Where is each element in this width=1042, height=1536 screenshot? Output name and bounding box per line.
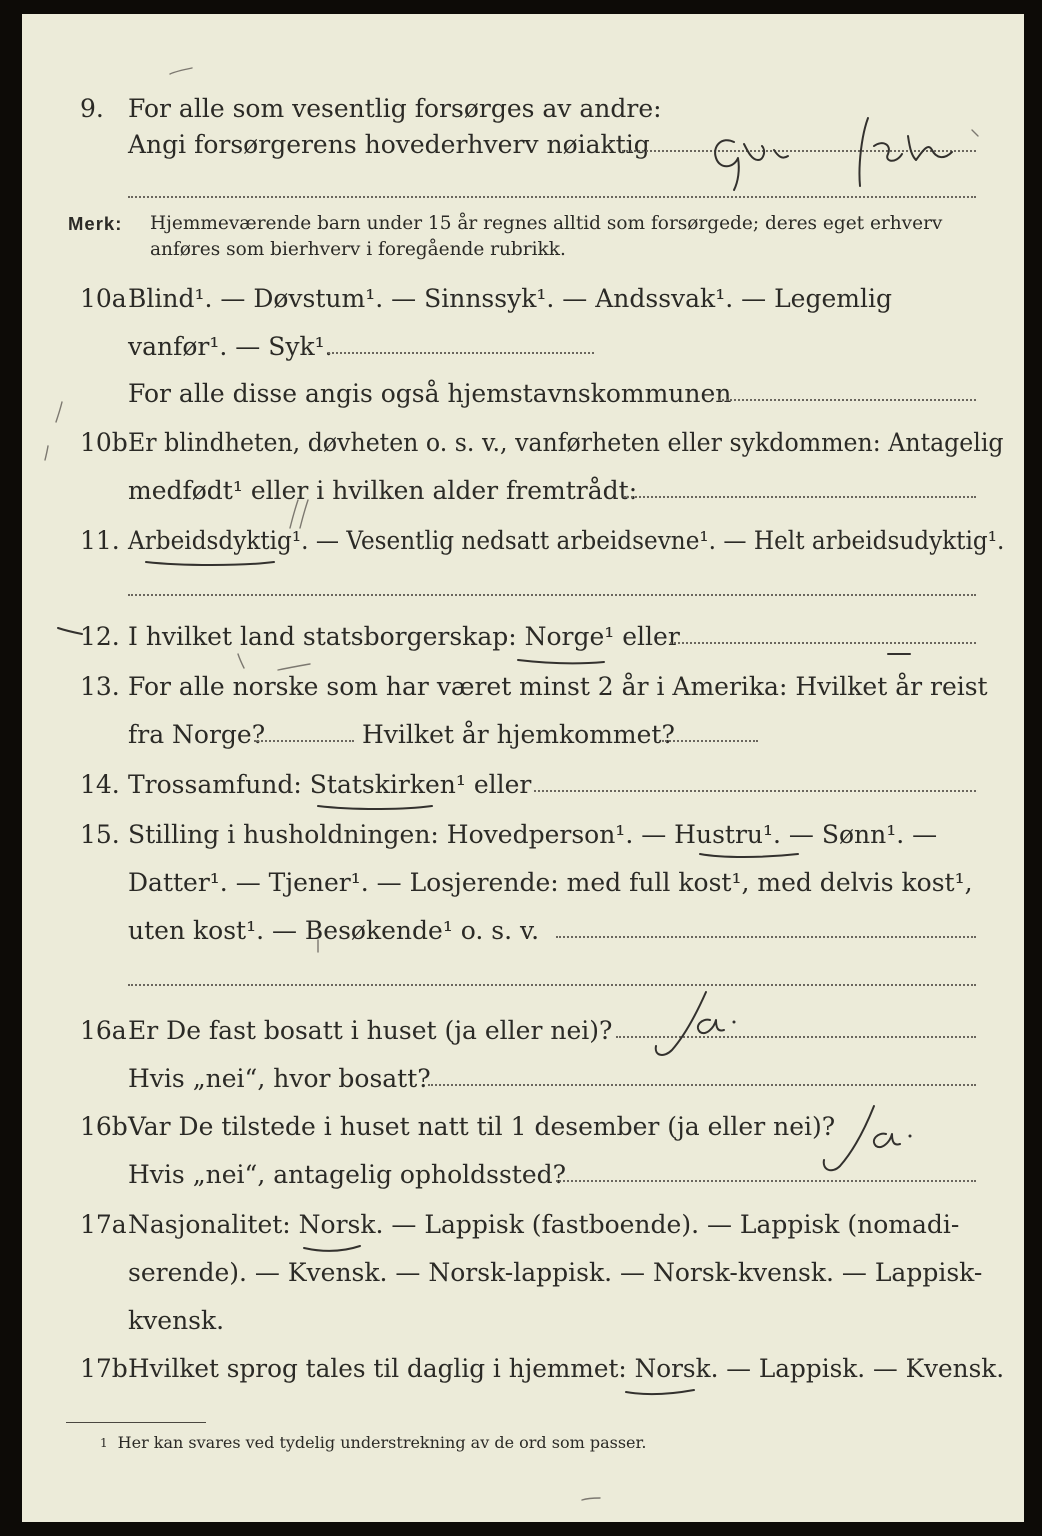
- question-text: Hvilket år hjemkommet?: [362, 720, 675, 749]
- margin-mark: [58, 628, 82, 634]
- handwritten-answer-q16a: [656, 992, 736, 1055]
- question-text: Blind¹. — Døvstum¹. — Sinnssyk¹. — Andssvak¹. — Legemlig: [128, 284, 892, 313]
- question-text: Hvis „nei“, antagelig opholdssted?: [128, 1160, 567, 1189]
- note-line2: [22, 238, 1024, 262]
- answer-line: [624, 496, 976, 498]
- underline-norge: [518, 660, 604, 663]
- question-number: 10b: [80, 428, 128, 457]
- margin-mark: [45, 446, 48, 460]
- question-number: 15.: [80, 820, 120, 849]
- question-text: Angi forsørgerens hovederhverv nøiaktig: [128, 130, 650, 159]
- underline-hustru: [700, 854, 798, 857]
- question-text: medfødt¹ eller i hvilken alder fremtrådt:: [128, 476, 638, 505]
- question-text: Hvilket sprog tales til daglig i hjemmet: Norsk. — Lappisk. — Kvensk.: [128, 1354, 1005, 1383]
- note-text: anføres som bierhverv i foregående rubrikk.: [150, 239, 566, 260]
- question-text: Datter¹. — Tjener¹. — Losjerende: med full kost¹, med delvis kost¹,: [128, 868, 973, 897]
- question-text: kvensk.: [128, 1306, 225, 1335]
- answer-line: [662, 740, 758, 742]
- question-text: I hvilket land statsborgerskap: Norge¹ eller: [128, 622, 680, 651]
- question-number: 12.: [80, 622, 120, 651]
- question-number: 16a: [80, 1016, 127, 1045]
- underline-statskirken: [318, 806, 432, 809]
- question-text: Er blindheten, døvheten o. s. v., vanførheten eller sykdommen: Antagelig: [128, 428, 1004, 457]
- answer-line: [718, 399, 976, 401]
- answer-line: [616, 1036, 976, 1038]
- question-text: Stilling i husholdningen: Hovedperson¹. — Hustru¹. — Sønn¹. —: [128, 820, 938, 849]
- handwritten-answer-q16b: [824, 1106, 912, 1170]
- question-text: serende). — Kvensk. — Norsk-lappisk. — Norsk-kvensk. — Lappisk-: [128, 1258, 983, 1287]
- answer-line: [328, 352, 594, 354]
- dash-mark: [278, 664, 310, 670]
- answer-line: [670, 642, 976, 644]
- question-number: 11.: [80, 526, 120, 555]
- answer-line: [128, 196, 976, 198]
- answer-line: [254, 740, 354, 742]
- underline-norsk: [626, 1390, 694, 1394]
- answer-line: [428, 1084, 976, 1086]
- question-text: Trossamfund: Statskirken¹ eller: [128, 770, 532, 799]
- footnote-marker: 1: [100, 1436, 108, 1450]
- question-text: For alle norske som har været minst 2 år i Amerika: Hvilket år reist: [128, 672, 988, 701]
- question-text: Var De tilstede i huset natt til 1 desember (ja eller nei)?: [128, 1112, 836, 1141]
- footnote-rule: [66, 1422, 206, 1423]
- margin-mark: [56, 402, 62, 422]
- underline-arbeidsdyktig: [146, 562, 274, 565]
- note-label: Merk:: [68, 213, 123, 234]
- underline-norsk: [304, 1246, 360, 1251]
- question-number: 13.: [80, 672, 120, 701]
- question-number: 14.: [80, 770, 120, 799]
- question-text: uten kost¹. — Besøkende¹ o. s. v.: [128, 916, 540, 945]
- question-number: 17a: [80, 1210, 127, 1239]
- question-text: Arbeidsdyktig¹. — Vesentlig nedsatt arbeidsevne¹. — Helt arbeidsudyktig¹.: [128, 526, 1005, 555]
- question-number: 17b: [80, 1354, 128, 1383]
- note-text: Hjemmeværende barn under 15 år regnes alltid som forsørgede; deres eget erhverv: [150, 213, 943, 234]
- question-text: For alle som vesentlig forsørges av andre:: [128, 94, 662, 123]
- mark: [582, 1498, 600, 1500]
- margin-mark: [238, 654, 244, 668]
- note: [22, 212, 1024, 236]
- answer-line: [128, 984, 976, 986]
- answer-line: [556, 1180, 976, 1182]
- question-text: vanfør¹. — Syk¹.: [128, 332, 333, 361]
- question-number: 10a: [80, 284, 127, 313]
- question-number: 16b: [80, 1112, 128, 1141]
- footnote-text: Her kan svares ved tydelig understrekning av de ord som passer.: [117, 1433, 647, 1452]
- question-number: 9.: [80, 94, 104, 123]
- question-text: Er De fast bosatt i huset (ja eller nei)?: [128, 1016, 613, 1045]
- answer-line: [556, 936, 976, 938]
- question-text: fra Norge?: [128, 720, 266, 749]
- census-form-page: [22, 14, 1024, 1522]
- answer-line: [128, 594, 976, 596]
- question-text: For alle disse angis også hjemstavnskommunen: [128, 379, 732, 408]
- footnote: [100, 1432, 647, 1454]
- question-text: Hvis „nei“, hvor bosatt?: [128, 1064, 431, 1093]
- handwritten-answer-q9: [170, 68, 978, 190]
- answer-line: [534, 790, 976, 792]
- question-text: Nasjonalitet: Norsk. — Lappisk (fastboende). — Lappisk (nomadi-: [128, 1210, 960, 1239]
- answer-line: [622, 150, 976, 152]
